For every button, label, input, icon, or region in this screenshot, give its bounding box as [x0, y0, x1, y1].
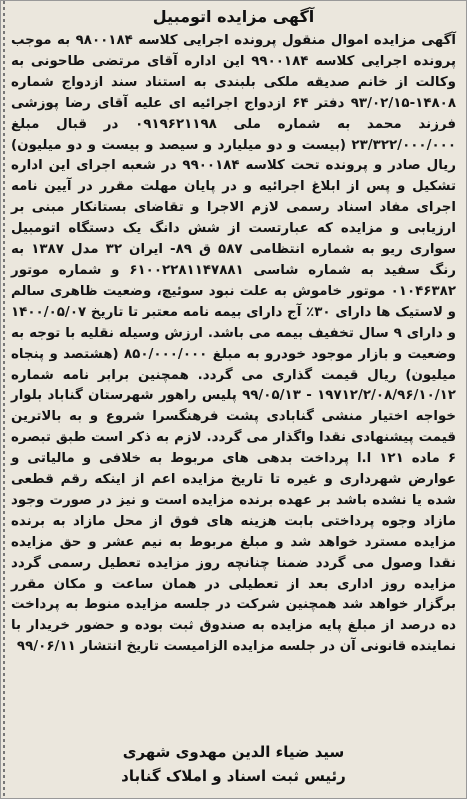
notice-title: آگهی مزایده اتومبیل	[152, 7, 315, 26]
notice-body	[11, 31, 456, 658]
notice-body-text: آگهی مزایده اموال منقول پرونده اجرایی کلاسه ۹۸۰۰۱۸۴ به موجب پرونده اجرایی کلاسه ۹۹۰۰۱۸۴ این اداره آقای مرتضی طاحونی به وکالت از خانم صدیقه ملکی بلبندی به استناد سند ازدواج شماره ۱۴۸۰۸-۹۳/۰۲/۱۵ دفتر ۶۴ ازدواج اجرائیه ای علیه آقای رضا پوزشی فرزند محمد به شماره ملی ۰۹۱۹۶۲۱۱۹۸ در قبال مبلغ ۲۳/۳۲۲/۰۰۰/۰۰۰ (بیست و دو میلیارد و سیصد و بیست و دو میلیون) ریال صادر و پرونده تحت کلاسه ۹۹۰۰۱۸۴ در شعبه اجرای این اداره تشکیل و پس از ابلاغ اجرائیه و در پایان مهلت مقرر در آیین نامه اجرای مفاد اسناد رسمی لازم الاجرا و تقاضای بستانکار مبنی بر ارزیابی و مزایده که عبارتست از شش دانگ یک دستگاه اتومبیل سواری ریو به شماره انتظامی ۵۸۷ ق ۸۹- ایران ۳۲ مدل ۱۳۸۷ به رنگ سفید به شماره شاسی ۶۱۰۰۲۲۸۱۱۴۷۸۸۱ و شماره موتور ۰۱۰۴۶۳۸۲ موتور خاموش به علت نبود سوئیچ، وضعیت ظاهری سالم و لاستیک ها دارای ۳۰٪ آج دارای بیمه نامه معتبر تا تاریخ ۱۴۰۰/۰۵/۰۷ و دارای ۹ سال تخفیف بیمه می باشد. ارزش وسیله نقلیه با توجه به وضعیت و بازار موجود خودرو به مبلغ ۸۵۰/۰۰۰/۰۰۰ (هشتصد و پنجاه میلیون) ریال قیمت گذاری می گردد. همچنین برابر نامه شماره ۱۹۷۱۲/۲/۰۸/۹۶/۱۰/۱۲ - ۹۹/۰۵/۱۳ پلیس راهور شهرستان گناباد بلوار خواجه اختیار منشی گنابادی پشت فرهنگسرا شروع و به بالاترین قیمت پیشنهادی نقدا واگذار می گردد. لازم به ذکر است طبق تبصره ۶ ماده ۱۲۱ ا.ا پرداخت بدهی های مربوط به خلافی و مالیاتی و عوارض شهرداری و غیره تا تاریخ مزایده اعم از اینکه رقم قطعی شده یا نشده باشد بر عهده برنده مزایده است و نیز در صورت وجود مازاد وجوه پرداختی بابت هزینه های فوق از محل مازاد به برنده مزایده مسترد خواهد شد و مبلغ مربوط به نیم عشر و حق مزایده نقدا وصول می گردد ضمنا چنانچه روز مزایده تعطیل رسمی گردد مزایده روز اداری بعد از تعطیلی در همان ساعت و مکان مقرر برگزار خواهد شد همچنین شرکت در جلسه مزایده منوط به پرداخت ده درصد از مبلغ پایه مزایده به صندوق ثبت بوده و حضور خریدار با نماینده قانونی آن در جلسه مزایده الزامیست تاریخ انتشار ۹۹/۰۶/۱۱	[11, 33, 457, 655]
signer-name: سید ضیاء الدین مهدوی شهری	[122, 743, 345, 761]
signer-title: رئیس ثبت اسناد و املاک گناباد	[121, 767, 346, 785]
